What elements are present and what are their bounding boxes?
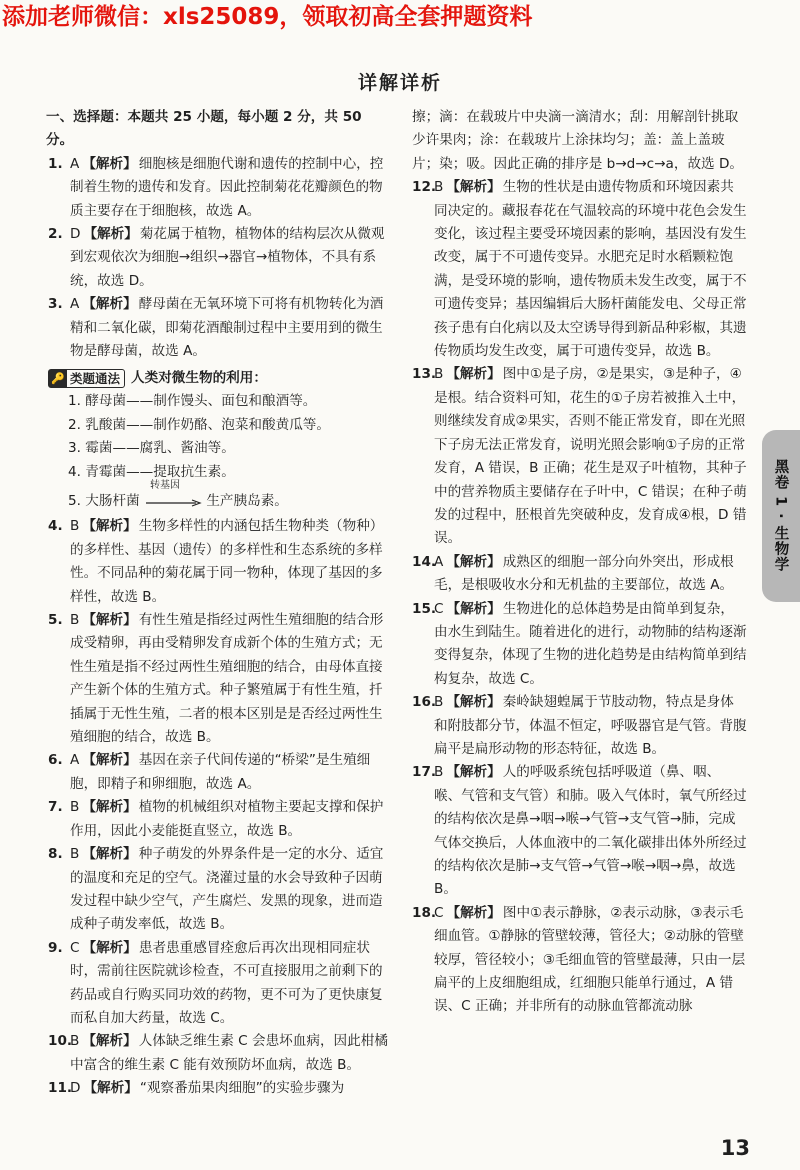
analysis-tag: 【解析】 (446, 600, 501, 617)
analysis-tag: 【解析】 (82, 1033, 137, 1050)
item-answer: C (434, 600, 444, 617)
item-number: 5. (48, 612, 63, 629)
analysis-tag: 【解析】 (82, 612, 137, 629)
analysis-tag: 【解析】 (83, 1080, 138, 1097)
answer-item (412, 691, 747, 761)
item-text: 植物的机械组织对植物主要起支撑和保护作用，因此小麦能挺直竖立，故选 B。 (70, 799, 384, 839)
item-answer: B (434, 694, 444, 711)
item-number: 6. (48, 752, 63, 769)
analysis-tag: 【解析】 (446, 179, 501, 196)
analysis-tag: 【解析】 (446, 366, 501, 383)
item-answer: A (70, 155, 80, 172)
item-answer: D (70, 226, 81, 243)
item-text: 菊花属于植物，植物体的结构层次从微观到宏观依次为细胞→组织→器官→植物体，不具有系统，故选 D。 (70, 226, 385, 289)
item-answer: B (70, 1033, 80, 1050)
item-answer: B (70, 518, 80, 535)
item-number: 2. (48, 226, 63, 243)
tips-title: 人类对微生物的利用： (131, 370, 267, 387)
answer-item (48, 293, 388, 363)
item-text: 图中①是子房，②是果实，③是种子，④是根。结合资料可知，花生的①子房若被推入土中，则继续发育成②果实，否则不能正常发育，即在光照下子房无法正常发育，说明光照会影响①子房的正常发育，A 错误，B 正确；花生是双子叶植物，其种子中的营养物质主要储存在子叶中，C 错误；在种子萌发的过程中，胚根首先突破种皮，发育成④根，D 错误。 (434, 366, 747, 547)
section-heading: 一、选择题：本题共 25 小题，每小题 2 分，共 50 分。 (46, 109, 362, 149)
answer-item (48, 515, 388, 609)
item-number: 14. (412, 553, 437, 570)
item-text: 人体缺乏维生素 C 会患坏血病，因此柑橘中富含的维生素 C 能有效预防坏血病，故选 B。 (70, 1033, 388, 1073)
item-text: 种子萌发的外界条件是一定的水分、适宜的温度和充足的空气。浇灌过量的水会导致种子因萌发过程中缺少空气，产生腐烂、发黑的现象，进而造成种子萌发率低，故选 B。 (70, 846, 384, 933)
item-text: 图中①表示静脉，②表示动脉，③表示毛细血管。①静脉的管壁较薄，管径大；②动脉的管壁较厚，管径较小；③毛细血管的管壁最薄，只由一层扁平的上皮细胞组成，红细胞只能单行通过，A 错误、C 正确；并非所有的动脉血管都流动脉 (434, 904, 746, 1015)
item-text: 细胞核是细胞代谢和遗传的控制中心，控制着生物的遗传和发育。因此控制菊花花瓣颜色的物质主要存在于细胞核，故选 A。 (70, 155, 384, 219)
tips-badge (48, 369, 125, 388)
item-number: 8. (48, 846, 63, 863)
side-tab-label: 黑卷 1 · 生物学 (772, 459, 789, 573)
item-number: 11. (48, 1080, 73, 1097)
left-items-a (48, 153, 388, 364)
answer-item (412, 176, 747, 363)
item-answer: A (70, 752, 80, 769)
side-tab (762, 430, 800, 602)
answer-item (48, 749, 388, 796)
tips-line: 4. 青霉菌——提取抗生素。 (68, 463, 235, 480)
right-items (412, 176, 747, 1019)
tips-box (48, 367, 388, 513)
continued-text: 擦；滴：在载玻片中央滴一滴清水；刮：用解剖针挑取少许果肉；涂：在载玻片上涂抹均匀；盖：盖上盖玻片；染；吸。因此正确的排序是 b→d→c→a，故选 D。 (412, 109, 744, 172)
item-number: 10. (48, 1033, 73, 1050)
item-text: 患者患重感冒痊愈后再次出现相同症状时，需前往医院就诊检查，不可直接服用之前剩下的药品或自行购买同功效的药物，更不可为了更快康复而私自加大药量，故选 C。 (70, 939, 383, 1026)
tips-header (48, 367, 388, 390)
item-number: 4. (48, 518, 63, 535)
item-answer: B (70, 799, 80, 816)
tips-line5-pre: 5. 大肠杆菌 (68, 493, 140, 510)
item-answer: A (434, 553, 444, 570)
answer-item (412, 598, 747, 692)
analysis-tag: 【解析】 (446, 694, 501, 711)
arrow-label: 转基因 (150, 480, 180, 492)
item-text: 基因在亲子代间传递的“桥梁”是生殖细胞，即精子和卵细胞，故选 A。 (70, 752, 371, 792)
answer-item (48, 1030, 388, 1077)
answer-item (48, 937, 388, 1031)
left-items-b (48, 515, 388, 1100)
item-text: 生物进化的总体趋势是由简单到复杂，由水生到陆生。随着进化的进行，动物肺的结构逐渐变得复杂，体现了生物的进化趋势是由结构简单到结构复杂，故选 C。 (434, 600, 747, 687)
item-number: 13. (412, 366, 437, 383)
item-text: 人的呼吸系统包括呼吸道（鼻、咽、喉、气管和支气管）和肺。吸入气体时，氧气所经过的结构依次是鼻→咽→喉→气管→支气管→肺，完成气体交换后，人体血液中的二氧化碳排出体外所经过的结构依次是肺→支气管→气管→喉→咽→鼻，故选 B。 (434, 764, 747, 898)
tips-line5-post: 生产胰岛素。 (206, 493, 288, 510)
promo-banner: 添加老师微信：xls25089，领取初高全套押题资料 (2, 4, 533, 30)
answer-item (48, 153, 388, 223)
analysis-tag: 【解析】 (446, 764, 501, 781)
answer-item (48, 1077, 388, 1100)
analysis-tag: 【解析】 (82, 846, 137, 863)
item-text: 成熟区的细胞一部分向外突出，形成根毛，是根吸收水分和无机盐的主要部位，故选 A。 (434, 553, 734, 594)
analysis-tag: 【解析】 (83, 226, 138, 243)
left-column (48, 106, 388, 1101)
tips-line: 3. 霉菌——腐乳、酱油等。 (68, 440, 235, 457)
analysis-tag: 【解析】 (82, 752, 137, 769)
arrow-icon (144, 499, 202, 507)
analysis-tag: 【解析】 (82, 296, 137, 313)
transgenic-arrow (144, 480, 202, 508)
analysis-tag: 【解析】 (82, 518, 137, 535)
page-title: 详解详析 (357, 72, 442, 94)
tips-line (68, 480, 388, 513)
answer-item (412, 363, 747, 550)
item-answer: C (434, 904, 444, 921)
tips-badge-label: 类题通法 (70, 371, 121, 387)
analysis-tag: 【解析】 (82, 155, 137, 172)
answer-item (412, 902, 747, 1019)
analysis-tag: 【解析】 (446, 553, 501, 570)
answer-item (48, 223, 388, 293)
item-answer: B (434, 179, 444, 196)
key-icon: 🔑 (49, 370, 67, 387)
analysis-tag: 【解析】 (82, 799, 137, 816)
page-number: 13 (720, 1136, 750, 1160)
item-text: 秦岭缺翅蝗属于节肢动物，特点是身体和附肢都分节，体温不恒定，呼吸器官是气管。背腹扁平是扁形动物的形态特征，故选 B。 (434, 694, 747, 757)
answer-item (48, 843, 388, 937)
item-number: 17. (412, 764, 437, 781)
item-text: 生物多样性的内涵包括生物种类（物种）的多样性、基因（遗传）的多样性和生态系统的多样性。不同品种的菊花属于同一物种，体现了基因的多样性，故选 B。 (70, 518, 384, 605)
answer-item (412, 761, 747, 901)
item-answer: B (434, 764, 444, 781)
tips-line: 2. 乳酸菌——制作奶酪、泡菜和酸黄瓜等。 (68, 416, 330, 433)
right-column (412, 106, 747, 1019)
tips-line: 1. 酵母菌——制作馒头、面包和酿酒等。 (68, 393, 317, 410)
analysis-tag: 【解析】 (82, 939, 137, 956)
item-answer: B (434, 366, 444, 383)
tips-list (48, 390, 388, 513)
item-number: 16. (412, 694, 437, 711)
item-text: “观察番茄果肉细胞”的实验步骤为 (139, 1080, 345, 1097)
analysis-tag: 【解析】 (446, 904, 501, 921)
item-number: 1. (48, 155, 63, 172)
item-number: 7. (48, 799, 63, 816)
answer-item (48, 609, 388, 749)
item-number: 12. (412, 179, 437, 196)
item-number: 9. (48, 939, 63, 956)
item-answer: B (70, 612, 80, 629)
item-number: 15. (412, 600, 437, 617)
item-answer: A (70, 296, 80, 313)
answer-item (48, 796, 388, 843)
answer-item (412, 551, 747, 598)
item-text: 有性生殖是指经过两性生殖细胞的结合形成受精卵，再由受精卵发育成新个体的生殖方式；无性生殖是指不经过两性生殖细胞的结合，由母体直接产生新个体的生殖方式。种子繁殖属于有性生殖，扦插属于无性生殖，二者的根本区别是是否经过两性生殖细胞的结合，故选 B。 (70, 612, 384, 746)
item-text: 生物的性状是由遗传物质和环境因素共同决定的。藏报春花在气温较高的环境中花色会发生变化，该过程主要受环境因素的影响，基因没有发生改变，属于不可遗传变异。水肥充足时水稻颗粒饱满，是受环境的影响，遗传物质未发生改变，属于不可遗传变异；基因编辑后大肠杆菌能发电、父母正常孩子患有白化病以及太空诱导得到新品种彩椒，其遗传物质均发生改变，属于可遗传变异，故选 B。 (434, 179, 747, 360)
item-answer: D (70, 1080, 81, 1097)
item-number: 3. (48, 296, 63, 313)
item-answer: B (70, 846, 80, 863)
item-number: 18. (412, 904, 437, 921)
item-answer: C (70, 939, 80, 956)
item-text: 酵母菌在无氧环境下可将有机物转化为酒精和二氧化碳，即菊花酒酿制过程中主要用到的微生物是酵母菌，故选 A。 (70, 296, 384, 360)
